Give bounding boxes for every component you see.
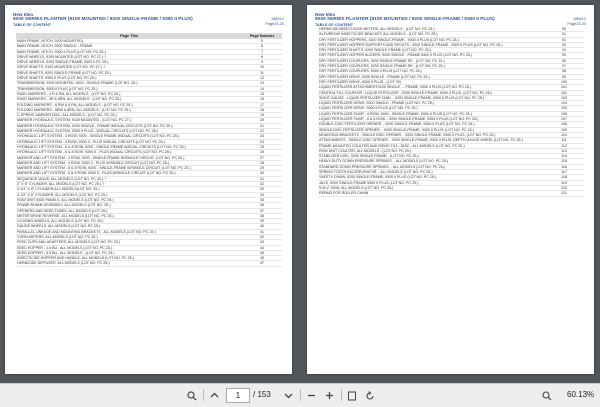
- toc-row-title: S.M.V. SIGN, ALL MODELS (LOT NO. PC 25-): [319, 185, 394, 190]
- toc-row-title: CLOSING WHEELS, ALL MODELS (LOT NO. PC 25-): [17, 219, 104, 224]
- toc-row-title: FOLDING MARKERS - 6RW & 8RN, ALL MODELS - (LOT NO. PC 25-): [17, 107, 131, 112]
- toc-row-title: MARKER AND LIFT SYSTEM - 6 & 8 ROW, 9300 II - PLUS W/SINGLE CIRCUIT (LOT NO. PC 25-): [17, 171, 176, 176]
- document-page-right: [307, 5, 594, 374]
- toc-row-title: FRAME-MOUNTED COULTER AND RIDGE TILL - DISC - ALL MODELS (LOT NO. PC 25-): [319, 143, 465, 148]
- toc-row-page: 93: [562, 42, 566, 47]
- toc-row-title: DRY FERTILIZER COUPLERS, 9200 SINGLE-FRAME RE - (LOT NO. PC 25-): [319, 58, 445, 63]
- toc-row-page: 30: [260, 171, 264, 176]
- toc-row-page: 10: [260, 65, 264, 70]
- toc-row-page: 37: [260, 208, 264, 213]
- toc-row-page: 104: [561, 101, 567, 106]
- toc-row-page: 116: [561, 164, 567, 169]
- toc-row-page: 24: [260, 139, 264, 144]
- document-title: 9000 SERIES PLANTER (9100 MOUNTED / 9200 SINGLE-FRAME / 9300 II PLUS): [13, 17, 193, 22]
- toc-row-title: CORN METERS, ALL MODELS (LOT NO. PC 25-): [17, 234, 98, 239]
- toc-row-page: 103: [561, 95, 567, 100]
- toc-row[interactable]: [318, 191, 584, 196]
- toc-row-page: 40: [260, 224, 264, 229]
- toc-row-title: STANDARD DOWN PRESSURE SPRINGS, - ALL MODELS (LOT NO. PC 25-): [319, 164, 446, 169]
- toc-row-page: 120: [561, 185, 567, 190]
- rotate-icon[interactable]: [364, 389, 376, 402]
- toc-row-title: DRIVE SHAFTS, 9300 II PLUS (LOT NO. PC 25-): [17, 76, 97, 81]
- toc-row-title: DRY FERTILIZER COUPLERS, 9200 SINGLE-FRAME RE - (LOT NO. PC 25-): [319, 64, 445, 69]
- toc-row-title: HYDRAULIC LIFT SYSTEM - 6 & 8 ROW, 9300 II - PLUS W/DUAL CIRCUITS (LOT NO. PC 25-): [17, 150, 172, 155]
- toc-row-page: 9: [261, 60, 263, 65]
- toc-row-title: RIGID MARKERS - 4R & 6RN, ALL MODELS - (LOT NO. PC 25-): [17, 97, 122, 102]
- toc-row-page: 102: [561, 90, 567, 95]
- toc-row-page: 107: [561, 117, 567, 122]
- document-number: 988012: [271, 17, 284, 21]
- toc-row-title: HYDRAULIC LIFT SYSTEM - 6 & 8 ROW, 9200 - SINGLE-FRAME W/DUAL CIRCUITS (LOT NO. PC 25-): [17, 144, 186, 149]
- toc-row-page: 6: [261, 44, 263, 49]
- toc-row-page: 22: [260, 129, 264, 134]
- toolbar-divider: [341, 389, 342, 401]
- toc-row-page: 42: [260, 234, 264, 239]
- toc-row-page: 31: [260, 176, 264, 181]
- toc-row-title: C-SPRING MARKER DISC, ALL MODELS - (LOT NO. PC 25-): [17, 113, 117, 118]
- toc-row-title: DRIVE WHEELS, 9100 MOUNTED (LOT NO. PC 27-) ?: [17, 54, 107, 59]
- toc-row-page: 109: [561, 127, 567, 132]
- toc-row-page: 14: [260, 86, 264, 91]
- toc-row-title: STABILIZER DISC, 9200 SINGLE-FRAME - (LOT NO. PC 25-): [319, 154, 419, 159]
- toc-row-title: LIQUID FERTILIZER DRIVE, 9300 II PLUS (LOT NO. PC 25-): [319, 106, 418, 111]
- toc-row-page: 91: [562, 32, 566, 37]
- toc-row-title: MARKER AND LIFT SYSTEM - 4 ROW, 9300 II - PLUS W/SINGLE CIRCUIT (LOT NO. PC 25-): [17, 160, 170, 165]
- toc-row-title: SINGLE-DISC FERTILIZER OPENER, - 9200 SINGLE-FRAME, 9300 II PLUS, (LOT NO. PC 25-): [319, 127, 475, 132]
- toc-row-page: 34: [260, 192, 264, 197]
- toc-row-title: DRY FERTILIZER DRIVE, 9300 II PLUS - (LOT 25): [319, 79, 401, 84]
- toc-row-title: HERBICIDE/INSECTICIDE METERS, ALL MODELS - (LOT NO. PC 25-): [319, 27, 435, 31]
- document-title: 9000 SERIES PLANTER (9100 MOUNTED / 9200 SINGLE-FRAME / 9300 II PLUS): [315, 17, 495, 22]
- toc-row-title: HEAVY-DUTY DOWN PRESSURE SPRINGS, - ALL MODELS (LOT NO. PC 25-): [319, 159, 449, 164]
- toc-row-page: 47: [260, 261, 264, 266]
- search-icon[interactable]: [185, 389, 199, 402]
- toc-row-title: CENTRAL FILL COUPLER - LIQUID FERTILIZER - 9200 SINGLE-FRAME, 9300 II PLUS, (LOT NO. PC 25-): [319, 90, 493, 95]
- toc-row-title: FRAME/SHANK ASSEMBLY, ALL MODELS (LOT NO. 25-): [17, 203, 111, 208]
- fit-page-icon[interactable]: [346, 389, 358, 402]
- toc-row-title: REPAIR FOR ROLLER CHAIN: [319, 191, 369, 196]
- toc-row-page: 36: [260, 203, 264, 208]
- toc-row-page: 17: [260, 102, 264, 107]
- toc-row-page: 117: [561, 170, 567, 175]
- toc-row-page: 32: [260, 182, 264, 187]
- toc-row-title: TRANSMISSION, 9100 MOUNTED, 9200 - SINGLE-FRAME (LOT NO. 25-): [17, 81, 138, 86]
- page-header: [13, 12, 284, 28]
- toc-row-title: IN-FURROW INSECTICIDE BRACKET, ALL MODELS - (LOT NO. PC 25-): [319, 32, 438, 37]
- zoom-level[interactable]: 60.13%: [567, 390, 595, 399]
- column-header-page: Page Number: [249, 34, 275, 38]
- toc-row-page: 12: [260, 76, 264, 81]
- toc-row-title: JACK, 9200 SINGLE-FRAME 9300 II PLUS (LOT NO. PC 25-): [319, 180, 419, 185]
- toc-row-page: 112: [561, 143, 567, 148]
- toc-row-title: PARALLEL LINKAGE AND MOUNTING BRACKETS , ALL MODELS (LOT NO. PC 25-): [17, 229, 156, 234]
- toc-row-page: 35: [260, 197, 264, 202]
- toc-row-page: 111: [561, 138, 567, 143]
- toc-row-page: 105: [561, 106, 567, 111]
- toc-row-title: SEQUENCE VALVE, ALL MODELS (LOT NO. PC 25-) ?: [17, 176, 107, 181]
- toc-row-title: MAIN FRAME, HITCH, 9100 MOUNTED): [17, 39, 83, 43]
- toc-row-page: 108: [561, 122, 567, 127]
- toc-row-title: MARKER AND LIFT SYSTEM - 4 ROW, 9200 - SINGLE-FRAME W/SINGLE CIRCUIT, (LOT NO. PC 25-): [17, 155, 185, 160]
- toc-row-title: FOLDING MARKERS - 6 RW & 8 RN, ALL MODELS - (LOT NO. PC 25-): [17, 102, 133, 107]
- toc-row-title: DRY FERTILIZER HOPPERS, 9200 SINGLE-FRAME - 9300 II PLUS (LOT NO. PC 25-): [319, 37, 459, 42]
- toc-row-page: 113: [561, 148, 567, 153]
- toc-row-page: 11: [260, 70, 264, 75]
- toc-row-page: 100: [561, 79, 567, 84]
- toc-row-title: DRY FERTILIZER HOPPER AUGERS, 9200 SINGLE - FRAME 9300 II PLUS (LOT NO. PC 25-): [319, 53, 473, 58]
- toc-row-title: METER DRIVE REVERSE, ALL MODELS (LOT NO. PC 25-): [17, 213, 114, 218]
- toc-row-page: 92: [562, 37, 566, 42]
- zoom-percentage-icon[interactable]: [540, 389, 554, 402]
- toc-row-title: OPENERS AND SEED TUBES, ALL MODELS (LOT 25-): [17, 208, 108, 213]
- toc-row-title: 3-1/4" X 8" CYLINDER,ALL MODELS(LOT NO. 25-): [17, 187, 100, 192]
- toc-row-page: 25: [260, 144, 264, 149]
- toc-row-page: 97: [562, 64, 566, 69]
- toc-row-title: SIGHT GAUGE - LIQUID FERTILIZER TANK, - 9200 SINGLE-FRAME, 9300 II PLUS (LOT NO. PC 25-): [319, 95, 485, 100]
- toc-row-title: TRANSMISSION, 9300 II PLUS (LOT NO. PC 25-): [17, 86, 98, 91]
- toc-row-title: MARKER AND LIFT SYSTEM - 6 & 8 ROW, 9200 - SINGLE-FRAME W/SINGLE CIRCUIT, (LOT NO. PC 25-): [17, 166, 191, 171]
- toc-row-page: 121: [561, 191, 567, 196]
- toc-row-title: DRIVE SHAFTS, 9200 SINGLE-FRAME (LOT NO. PC 25-): [17, 70, 111, 75]
- toc-table: [16, 33, 282, 267]
- page-number-label: Page23-30: [265, 22, 284, 26]
- section-subtitle: TABLE OF CONTENT: [315, 23, 354, 27]
- toc-row-page: 20: [260, 118, 264, 123]
- toc-row-page: 118: [561, 175, 567, 180]
- toc-row-page: 96: [562, 58, 566, 63]
- toc-row-title: HYDRAULIC LIFT SYSTEM - 4 ROW, 9200 - SINGLE FRAME W/DUAL CIRCUITS (LOT NO. PC 25-): [17, 134, 180, 139]
- toc-row-page: 19: [260, 113, 264, 118]
- toc-row-title: INSECTICIDE HOPPER AND HANDLE, ALL MODELS (LOT NO. PC 25-): [17, 256, 135, 261]
- toc-rows: [318, 27, 584, 197]
- toc-row-page: 29: [260, 166, 264, 171]
- toc-row-page: 45: [260, 250, 264, 255]
- toc-row-page: 98: [562, 69, 566, 74]
- toc-row-title: ROW UNIT SIDE PANELS, ALL MODELS (LOT NO. PC 25-): [17, 197, 114, 202]
- toc-row-page: 7: [261, 49, 263, 54]
- toc-row-page: 13: [260, 81, 264, 86]
- toc-row-page: 46: [260, 256, 264, 261]
- toc-row-page: 94: [562, 48, 566, 53]
- toc-row-page: 99: [562, 74, 566, 79]
- toc-row-title: SPRING TOOTH INCORPORATOR, - ALL MODELS (LOT NO. PC 25-): [319, 170, 433, 175]
- toc-row-page: 5: [261, 39, 263, 43]
- toc-row-page: 23: [260, 134, 264, 139]
- page-header: [315, 12, 586, 28]
- toolbar-divider: [203, 389, 204, 401]
- toc-row-title: ROW UNIT COULTER, ALL MODELS - (LOT NO. PC 25-): [319, 148, 412, 153]
- zoom-out-icon[interactable]: [305, 389, 317, 402]
- document-page-left: [5, 5, 292, 374]
- toc-row-page: 27: [260, 155, 264, 160]
- toc-row-title: SAFETY CHAIN, 9200 SINGLE-FRAME, 9300 II PLUS (LOT NO. PC 25-): [319, 175, 437, 180]
- document-number: 988012: [573, 17, 586, 21]
- toc-row-page: 15: [260, 91, 264, 96]
- toc-row[interactable]: [16, 261, 282, 266]
- toc-row-title: DRIVE SHAFTS, 9100 MOUNTED (LOT NO. PC 27-) ?: [17, 65, 106, 70]
- brand-label: New Idea: [315, 12, 335, 17]
- toc-row-title: RIGID MARKERS - 4 R & RN, ALL MODELS - (LOT NO. PC 25-): [17, 91, 121, 96]
- toc-row-title: MARKER HYDRAULIC SYSTEM, 9300 II PLUS - W/DUAL CIRCUITS (LOT NO. PC 25-): [17, 129, 159, 134]
- toc-row-page: 28: [260, 160, 264, 165]
- toc-row-page: 101: [561, 85, 567, 90]
- toc-row-page: 33: [260, 187, 264, 192]
- next-page-icon[interactable]: [282, 389, 294, 402]
- toc-row-page: 38: [260, 213, 264, 218]
- toc-row-page: 44: [260, 245, 264, 250]
- toc-row-page: 39: [260, 219, 264, 224]
- toc-row-title: DRY FERTILIZER HOPPER SUPPORTS AND SPOUTS - 9200 SINGLE-FRAME - 9300 II PLUS (LOT NO. PC 25-): [319, 42, 503, 47]
- toc-row-page: 114: [561, 154, 567, 159]
- toc-row-page: 43: [260, 240, 264, 245]
- toc-row-title: LIQUID FERTILIZER DRIVE, 9200 SINGLE - FRAME (LOT NO. PC 25-): [319, 101, 435, 106]
- toc-row-page: 115: [561, 159, 567, 164]
- column-header-title: Page Title: [120, 34, 138, 38]
- toc-row-title: LIQUID FERTILIZER PUMP - 6 & 8 ROW, - 9200 SINGLE-FRAME, 9300 II PLUS (LOT NO. PC 25-): [319, 117, 479, 122]
- toc-row-title: FEED CUPS AND ADAPTERS, ALL MODELS (LOT NO. PC 25-): [17, 240, 121, 245]
- toc-row-title: MAIN FRAME, HITCH, 9200 SINGLE - FRAME: [17, 44, 93, 49]
- toc-row-title: DRY FERTILIZER COUPLERS, 9300 II PLUS (LOT NO. PC 25-): [319, 69, 422, 74]
- brand-label: New Idea: [13, 12, 33, 17]
- toc-row-page: 95: [562, 53, 566, 58]
- page-total-label: / 153: [253, 390, 271, 399]
- toc-row-page: 26: [260, 150, 264, 155]
- toc-row-title: MAIN FRAME, HITCH, 9300 II PLUS (LOT NO. PC 25-): [17, 49, 106, 54]
- toc-row-title: SEED HOPPER - 3.0 BU., ALL MODELS - (LOT NO. PC 25-): [17, 250, 115, 255]
- page-number-label: Page23-30: [567, 22, 586, 26]
- pdf-toolbar: [0, 383, 600, 407]
- toc-rows: [16, 39, 282, 267]
- toc-row-title: GAUGE WHEELS, ALL MODELS (LOT NO. PC 25-): [17, 224, 101, 229]
- page-number-input[interactable]: 1: [226, 388, 250, 403]
- toc-row-title: LIQUID FERTILIZER PUMP - 4 ROW, 9200 - SINGLE-FRAME, 9300 II PLUS (LOT NO. PC 25-): [319, 111, 472, 116]
- toc-row-page: 119: [561, 180, 567, 185]
- toc-row-title: SEED HOPPER - 1.6 BU., ALL MODELS (LOT NO. PC 25-): [17, 245, 113, 250]
- toc-row-page: 110: [561, 132, 567, 137]
- toc-row-title: DOUBLE-DISC FERTILIZER OPENER, - 9200 SINGLE-FRAME, 9300 II PLUS (LOT NO. PC 25-): [319, 122, 475, 127]
- toc-row-title: MARKER HYDRAULIC SYSTEM, 9100 MOUNTED - (LOT NO. PC 27-): [17, 118, 132, 123]
- toc-row-page: 8: [261, 54, 263, 59]
- toc-row-page: 16: [260, 97, 264, 102]
- toc-row-title: ATTACHMENTS - SINGLE-DISC OPENER, - 9200 SINGLE-FRAME, 9300 II PLUS, DEPTH GAUGE WHEEL (LOT NO. PC 25-): [319, 138, 523, 143]
- toc-row-title: MARKER HYDRAULIC SYSTEM, 9200 SINGLE - FRAME W/DUAL CIRCUITS (LOT NO. PC 25-): [17, 123, 173, 128]
- toc-row-title: DRIVE WHEELS, 9200 SINGLE-FRAME, 9300 II PC 25-): [17, 60, 109, 65]
- toc-row-page: 41: [260, 229, 264, 234]
- toc-row-title: 2" X 8" CYLINDER, ALL MODELS (LOT NO. PC 25-) ?: [17, 182, 105, 187]
- toc-row-title: LIQUID FERTILIZER ATTACHMENT,9200 SINGLE - - FRAME, 9300 II PLUS (LOT NO. PC 25-): [319, 85, 472, 90]
- zoom-in-icon[interactable]: [323, 389, 335, 402]
- toc-row-page: 106: [561, 111, 567, 116]
- toc-row-title: HERBICIDE DIFFUSER, ALL MODELS (LOT NO. PC 25-): [17, 261, 110, 266]
- toc-row-page: 90: [562, 27, 566, 31]
- toc-row-title: MOUNTING BRACKETS - SINGLE DISC OPENER, - 9200 SINGLE-FRAME, 9300 II PLUS, (LOT NO. PC 25-): [319, 132, 496, 137]
- previous-page-icon[interactable]: [208, 389, 220, 402]
- toc-row-page: 21: [260, 123, 264, 128]
- toc-row-title: DRY FERTILIZER DRIVE, 9200 SINGLE - FRAME (LOT NO. PC 25-): [319, 74, 430, 79]
- toc-row-page: 18: [260, 107, 264, 112]
- toolbar-divider: [300, 389, 301, 401]
- toc-row-title: HYDRAULIC LIFT SYSTEM - 4 ROW, 9300 II - PLUS W/DUAL CIRCUITS (LOT NO. PC 25-): [17, 139, 165, 144]
- toc-row-title: 3-1/2" X 8" CYLINDER, ALL MODELS (LOT NO. PC 25-): [17, 192, 108, 197]
- toc-table: [318, 27, 584, 197]
- toc-row-title: DRY FERTILIZER SHAFTS, 9200 SINGLE-FRAME (LOT NO. PC 25-): [319, 48, 431, 53]
- section-subtitle: TABLE OF CONTENT: [13, 23, 52, 27]
